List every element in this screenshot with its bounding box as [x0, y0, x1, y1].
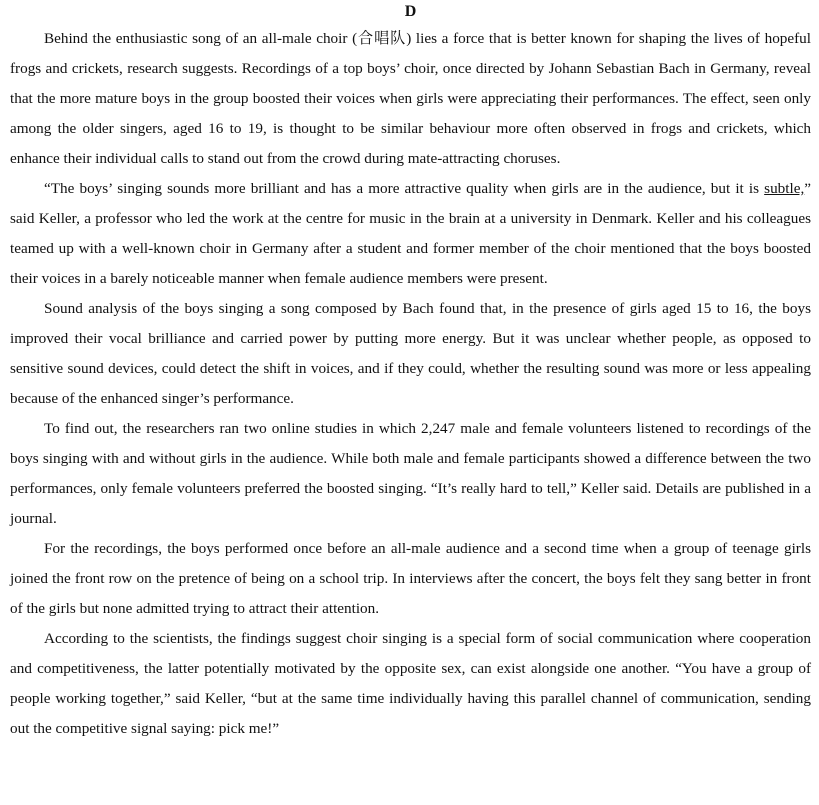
underlined-word-subtle: subtle,	[764, 180, 805, 197]
paragraph-2-end: ” said Keller, a professor who led the work at the centre for music in the brain at a university in Denmark. Keller and his colleagues teamed up with a well-known choir in Germany after a student and former member of the choir mentioned that the boys boosted their voices in a barely noticeable manner when female audience members were present.	[10, 180, 811, 287]
paragraph-4: To find out, the researchers ran two online studies in which 2,247 male and female volunteers listened to recordings of the boys singing with and without girls in the audience. While both male and female participants showed a difference between the two performances, only female volunteers preferred the boosted singing. “It’s really hard to tell,” Keller said. Details are published in a journal.	[10, 420, 811, 527]
paragraph-2-start: “The boys’ singing sounds more brilliant and has a more attractive quality when girls are in the audience, but it is	[44, 180, 765, 197]
section-heading: D	[404, 3, 417, 20]
paragraph-6: According to the scientists, the findings suggest choir singing is a special form of social communication where cooperation and competitiveness, the latter potentially motivated by the opposite sex, can exist alongside one another. “You have a group of people working together,” said Keller, “but at the same time individually having this parallel channel of communication, sending out the competitive signal saying: pick me!”	[10, 630, 811, 737]
paragraph-2	[10, 174, 811, 294]
paragraph-3: Sound analysis of the boys singing a song composed by Bach found that, in the presence of girls aged 15 to 16, the boys improved their vocal brilliance and carried power by putting more energy. But it was unclear whether people, as opposed to sensitive sound devices, could detect the shift in voices, and if they could, whether the resulting sound was more or less appealing because of the enhanced singer’s performance.	[10, 300, 811, 407]
paragraph-5: For the recordings, the boys performed once before an all-male audience and a second time when a group of teenage girls joined the front row on the pretence of being on a school trip. In interviews after the concert, the boys felt they sang better in front of the girls but none admitted trying to attract their attention.	[10, 540, 811, 617]
paragraph-1: Behind the enthusiastic song of an all-male choir (合唱队) lies a force that is better known for shaping the lives of hopeful frogs and crickets, research suggests. Recordings of a top boys’ choir, once directed by Johann Sebastian Bach in Germany, reveal that the more mature boys in the group boosted their voices when girls were appreciating their performances. The effect, seen only among the older singers, aged 16 to 19, is thought to be similar behaviour more often observed in frogs and crickets, which enhance their individual calls to stand out from the crowd during mate-attracting choruses.	[10, 30, 811, 167]
